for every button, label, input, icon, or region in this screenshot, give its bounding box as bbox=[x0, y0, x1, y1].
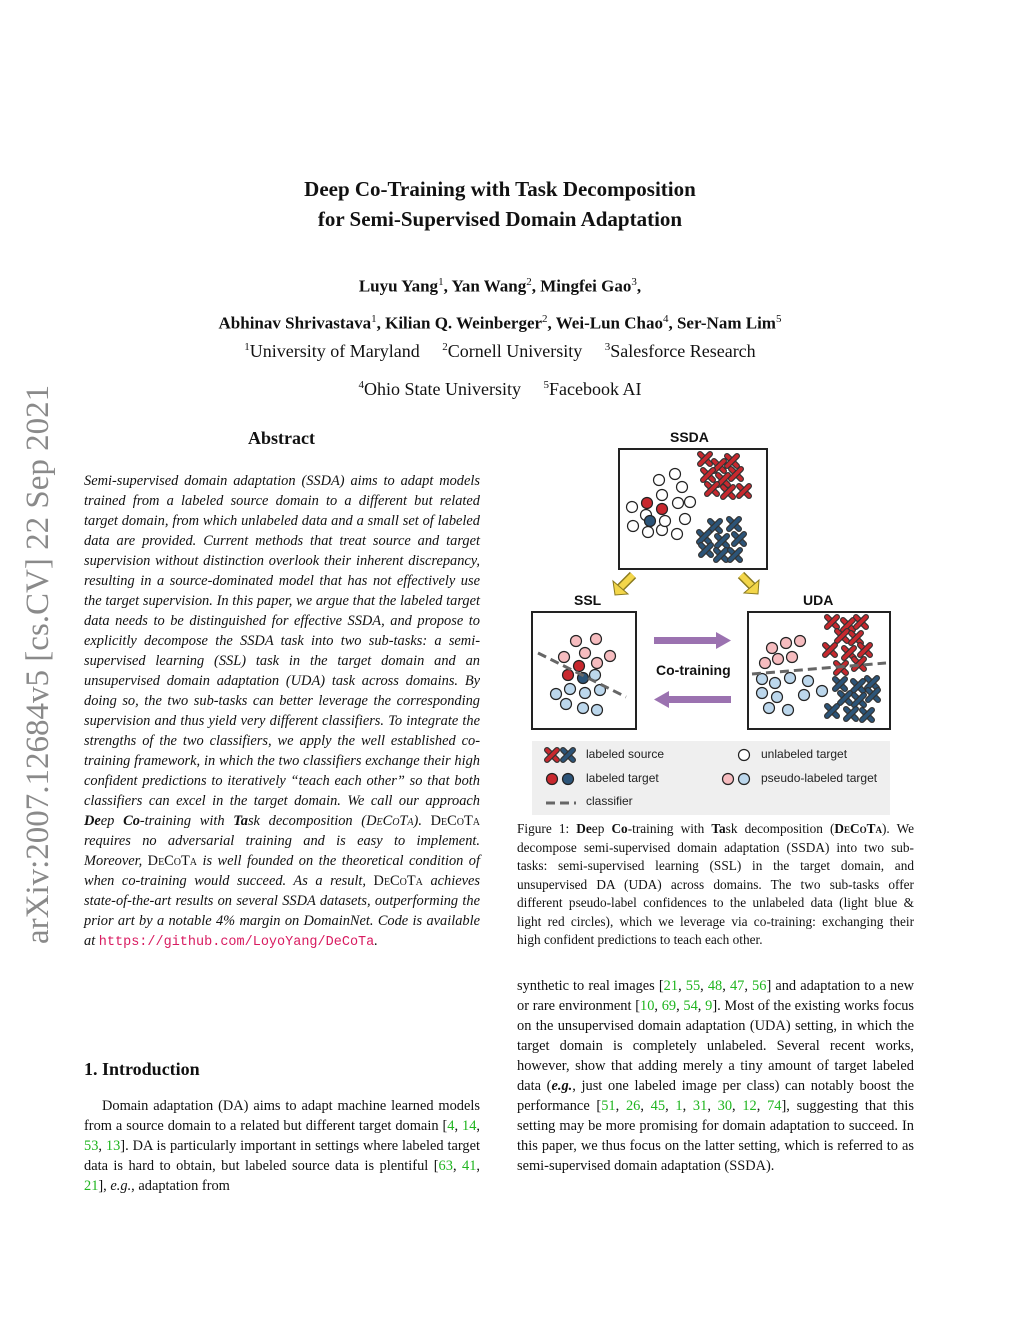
pseudo-labeled-circle-blue bbox=[764, 703, 775, 714]
pseudo-labeled-circle-red bbox=[605, 651, 616, 662]
author: Yan Wang bbox=[451, 276, 527, 296]
pseudo-labeled-circle-red bbox=[559, 652, 570, 663]
source-cross-blue bbox=[827, 706, 837, 716]
author: Abhinav Shrivastava bbox=[218, 313, 372, 333]
unlabeled-target-circle bbox=[672, 529, 683, 540]
citation-link[interactable]: 48 bbox=[707, 978, 723, 994]
author: Ser-Nam Lim bbox=[676, 313, 776, 333]
pseudo-labeled-circle-blue bbox=[757, 688, 768, 699]
citation-link[interactable]: 12 bbox=[742, 1098, 757, 1114]
unlabeled-target-circle bbox=[628, 521, 639, 532]
labeled-target-circle-red bbox=[642, 498, 653, 509]
legend-classifier: classifier bbox=[586, 794, 633, 808]
citation-link[interactable]: 1 bbox=[675, 1098, 683, 1114]
pseudo-labeled-circle-red bbox=[580, 648, 591, 659]
pseudo-labeled-circle-blue bbox=[772, 692, 783, 703]
author: Mingfei Gao bbox=[540, 276, 632, 296]
figure-1 bbox=[522, 425, 898, 815]
affiliations: $^1$University of Maryland $^2$Cornell University $^3$Salesforce Research $^4$Ohio State University $^5$Facebook AI bbox=[244, 341, 756, 399]
legend-pseudo-labeled-target: pseudo-labeled target bbox=[761, 771, 878, 785]
left-arrow-icon bbox=[654, 691, 731, 708]
citation-link[interactable]: 74 bbox=[767, 1098, 782, 1114]
source-cross-blue bbox=[862, 710, 872, 720]
citation-link[interactable]: 41 bbox=[462, 1158, 477, 1174]
ssda-label: SSDA bbox=[670, 429, 709, 445]
citation-link[interactable]: 30 bbox=[717, 1098, 733, 1114]
pseudo-labeled-circle-red bbox=[591, 634, 602, 645]
unlabeled-target-circle bbox=[660, 516, 671, 527]
source-cross-red bbox=[851, 633, 861, 643]
pseudo-labeled-circle-blue bbox=[561, 699, 572, 710]
legend-labeled-target: labeled target bbox=[586, 771, 659, 785]
citation-link[interactable]: 54 bbox=[683, 998, 698, 1014]
labeled-target-circle-blue bbox=[645, 516, 656, 527]
legend-pseudo-blue-icon bbox=[739, 774, 750, 785]
author: Luyu Yang bbox=[358, 276, 439, 296]
citation-link[interactable]: 56 bbox=[752, 978, 767, 994]
unlabeled-target-circle bbox=[643, 527, 654, 538]
ssl-label: SSL bbox=[574, 592, 602, 608]
citation-link[interactable]: 9 bbox=[705, 998, 713, 1014]
unlabeled-target-circle bbox=[627, 502, 638, 513]
paper-title: Deep Co-Training with Task Decomposition for Semi-Supervised Domain Adaptation bbox=[304, 177, 696, 231]
pseudo-labeled-circle-blue bbox=[592, 705, 603, 716]
source-cross-red bbox=[827, 617, 837, 627]
source-cross-blue bbox=[729, 519, 739, 529]
right-arrow-icon bbox=[654, 632, 731, 649]
pseudo-labeled-circle-red bbox=[592, 658, 603, 669]
pseudo-labeled-circle-red bbox=[795, 636, 806, 647]
source-cross-red bbox=[856, 617, 866, 627]
section-heading: 1. Introduction bbox=[84, 1059, 200, 1079]
source-cross-blue bbox=[854, 695, 864, 705]
uda-label: UDA bbox=[803, 592, 834, 608]
source-cross-blue bbox=[730, 550, 740, 560]
unlabeled-target-circle bbox=[685, 497, 696, 508]
source-cross-red bbox=[723, 487, 733, 497]
source-cross-blue bbox=[867, 678, 877, 688]
pseudo-labeled-circle-red bbox=[571, 636, 582, 647]
pseudo-labeled-circle-blue bbox=[757, 674, 768, 685]
figure-caption: Figure 1: Deep Co-training with Task decomposition (DeCoTa). We decompose semi-supervised domain adaptation (SSDA) into two sub-tasks: semi-supervised learning (SSL) in the target domain, and unsupervised DA (UDA) across domains. The two sub-tasks offer different pseudo-label confidences to the unlabeled data (light blue & light red circles), which we leverage via co-training: exchanging their high confident predictions to teach each other. bbox=[517, 821, 915, 947]
legend-unlabeled-target: unlabeled target bbox=[761, 747, 848, 761]
abstract-body: Semi-supervised domain adaptation (SSDA) aims to adapt models trained from a labeled source domain to a different but related target domain, from which unlabeled data and a small set of labeled data are provided. Current methods that treat source and target supervision without distinction overlook their inherent discrepancy, resulting in a source-dominated model that has not effectively use the target supervision. In this paper, we argue that the labeled target data needs to be distinguished for effective SSDA, and propose to explicitly decompose the SSDA task into two sub-tasks: a semi-supervised learning (SSL) task in the target domain and an unsupervised domain adaptation (UDA) task across domains. By doing so, the two sub-tasks can better leverage the corresponding supervision and thus yield very different classifiers. To integrate the strengths of the two classifiers, we apply the well established co-training framework, in which the two classifiers exchange their high confident predictions to iteratively “teach each other” so that both classifiers can excel in the target domain. We call our approach Deep Co-training with Task decomposition (DeCoTa). DeCoTa requires no adversarial training and is easy to implement. Moreover, DeCoTa is well founded on the theoretical condition of when co-training would succeed. As a result, DeCoTa achieves state-of-the-art results on several SSDA datasets, outperforming the prior art by a notable 4% margin on DomainNet. Code is available at https://github.com/LoyoYang/DeCoTa. bbox=[84, 473, 480, 950]
citation-link[interactable]: 47 bbox=[729, 978, 745, 994]
source-cross-red bbox=[703, 470, 713, 480]
legend-cross-red-icon bbox=[547, 750, 557, 760]
intro-paragraph-continued: synthetic to real images [21, 55, 48, 47, 56] and adaptation to a new or rare environment [10, 69, 54, 9]. Most of the existing works focus on the unsupervised domain adaptation (UDA) setting, in which the target domain is completely unlabeled. Several recent works, however, show that adding merely a tiny amount of target labeled data (e.g., just one labeled image per class) can notably boost the performance [51, 26, 45, 1, 31, 30, 12, 74], suggesting that this setting may be more promising for domain adaptation to succeed. In this paper, we thus focus on the latter setting, which is referred to as semi-supervised domain adaptation (SSDA). bbox=[517, 978, 915, 1174]
source-cross-red bbox=[837, 631, 847, 641]
pseudo-labeled-circle-blue bbox=[565, 684, 576, 695]
legend-cross-blue-icon bbox=[563, 750, 573, 760]
source-cross-blue bbox=[846, 709, 856, 719]
source-cross-blue bbox=[716, 550, 726, 560]
pseudo-labeled-circle-red bbox=[760, 658, 771, 669]
unlabeled-target-circle bbox=[673, 498, 684, 509]
legend-unlabeled-icon bbox=[739, 750, 750, 761]
source-cross-blue bbox=[853, 681, 863, 691]
labeled-target-circle-red bbox=[574, 661, 585, 672]
source-cross-blue bbox=[710, 521, 720, 531]
pseudo-labeled-circle-blue bbox=[785, 673, 796, 684]
source-cross-blue bbox=[868, 690, 878, 700]
labeled-target-circle-red bbox=[657, 504, 668, 515]
source-cross-blue bbox=[734, 534, 744, 544]
source-cross-red bbox=[707, 484, 717, 494]
unlabeled-target-circle bbox=[654, 475, 665, 486]
pseudo-labeled-circle-red bbox=[767, 643, 778, 654]
unlabeled-target-circle bbox=[670, 469, 681, 480]
source-cross-red bbox=[731, 469, 741, 479]
legend-circle-blue-icon bbox=[563, 774, 574, 785]
citation-link[interactable]: 55 bbox=[685, 978, 701, 994]
pseudo-labeled-circle-blue bbox=[817, 686, 828, 697]
source-cross-red bbox=[700, 454, 710, 464]
author: Wei-Lun Chao bbox=[555, 313, 663, 333]
ssda-panel bbox=[619, 449, 767, 569]
legend-labeled-source: labeled source bbox=[586, 747, 665, 761]
source-cross-red bbox=[739, 486, 749, 496]
pseudo-labeled-circle-blue bbox=[770, 678, 781, 689]
arxiv-identifier: arXiv:2007.12684v5 [cs.CV] 22 Sep 2021 bbox=[20, 384, 56, 944]
source-cross-blue bbox=[840, 693, 850, 703]
citation-link[interactable]: 53 bbox=[84, 1138, 99, 1154]
code-link[interactable]: https://github.com/LoyoYang/DeCoTa bbox=[98, 935, 375, 950]
unlabeled-target-circle bbox=[677, 482, 688, 493]
citation-link[interactable]: 63 bbox=[438, 1158, 453, 1174]
citation-link[interactable]: 21 bbox=[663, 978, 679, 994]
pseudo-labeled-circle-blue bbox=[803, 676, 814, 687]
unlabeled-target-circle bbox=[657, 490, 668, 501]
down-left-arrow-icon bbox=[613, 575, 633, 595]
citation-link[interactable]: 31 bbox=[692, 1098, 708, 1114]
citation-link[interactable]: 26 bbox=[625, 1098, 641, 1114]
pseudo-labeled-circle-blue bbox=[783, 705, 794, 716]
pseudo-labeled-circle-red bbox=[773, 654, 784, 665]
unlabeled-target-circle bbox=[680, 514, 691, 525]
citation-link[interactable]: 69 bbox=[661, 998, 677, 1014]
citation-link[interactable]: 14 bbox=[462, 1118, 477, 1134]
citation-link[interactable]: 45 bbox=[650, 1098, 666, 1114]
citation-link[interactable]: 10 bbox=[640, 998, 655, 1014]
source-cross-blue bbox=[717, 536, 727, 546]
source-cross-red bbox=[727, 456, 737, 466]
source-cross-blue bbox=[701, 545, 711, 555]
source-cross-red bbox=[860, 645, 870, 655]
citation-link[interactable]: 21 bbox=[84, 1178, 99, 1194]
down-right-arrow-icon bbox=[741, 575, 759, 594]
author-list: Luyu Yang$^1$, Yan Wang$^2$, Mingfei Gao$^3$, Abhinav Shrivastava$^1$, Kilian Q. Weinberger$^2$, Wei-Lun Chao$^4$, Ser-Nam Lim$^5$ bbox=[218, 276, 782, 333]
cotraining-label: Co-training bbox=[656, 662, 731, 678]
citation-link[interactable]: 4 bbox=[447, 1118, 455, 1134]
source-cross-blue bbox=[699, 532, 709, 542]
pseudo-labeled-circle-blue bbox=[799, 690, 810, 701]
source-cross-blue bbox=[835, 679, 845, 689]
labeled-target-circle-red bbox=[563, 670, 574, 681]
intro-paragraph: Domain adaptation (DA) aims to adapt machine learned models from a source domain to a related but different target domain [4, 14, 53, 13]. DA is particularly important in settings where labeled target data is hard to obtain, but labeled source data is plentiful [63, 41, 21], e.g., adaptation from bbox=[84, 1098, 480, 1194]
pseudo-labeled-circle-blue bbox=[580, 688, 591, 699]
author: Kilian Q. Weinberger bbox=[385, 313, 543, 333]
citation-link[interactable]: 51 bbox=[601, 1098, 616, 1114]
pseudo-labeled-circle-blue bbox=[551, 689, 562, 700]
pseudo-labeled-circle-red bbox=[787, 652, 798, 663]
pseudo-labeled-circle-red bbox=[781, 638, 792, 649]
legend-pseudo-red-icon bbox=[723, 774, 734, 785]
abstract-heading: Abstract bbox=[248, 428, 315, 448]
source-cross-red bbox=[825, 645, 835, 655]
pseudo-labeled-circle-blue bbox=[578, 703, 589, 714]
legend-circle-red-icon bbox=[547, 774, 558, 785]
citation-link[interactable]: 13 bbox=[105, 1138, 121, 1154]
